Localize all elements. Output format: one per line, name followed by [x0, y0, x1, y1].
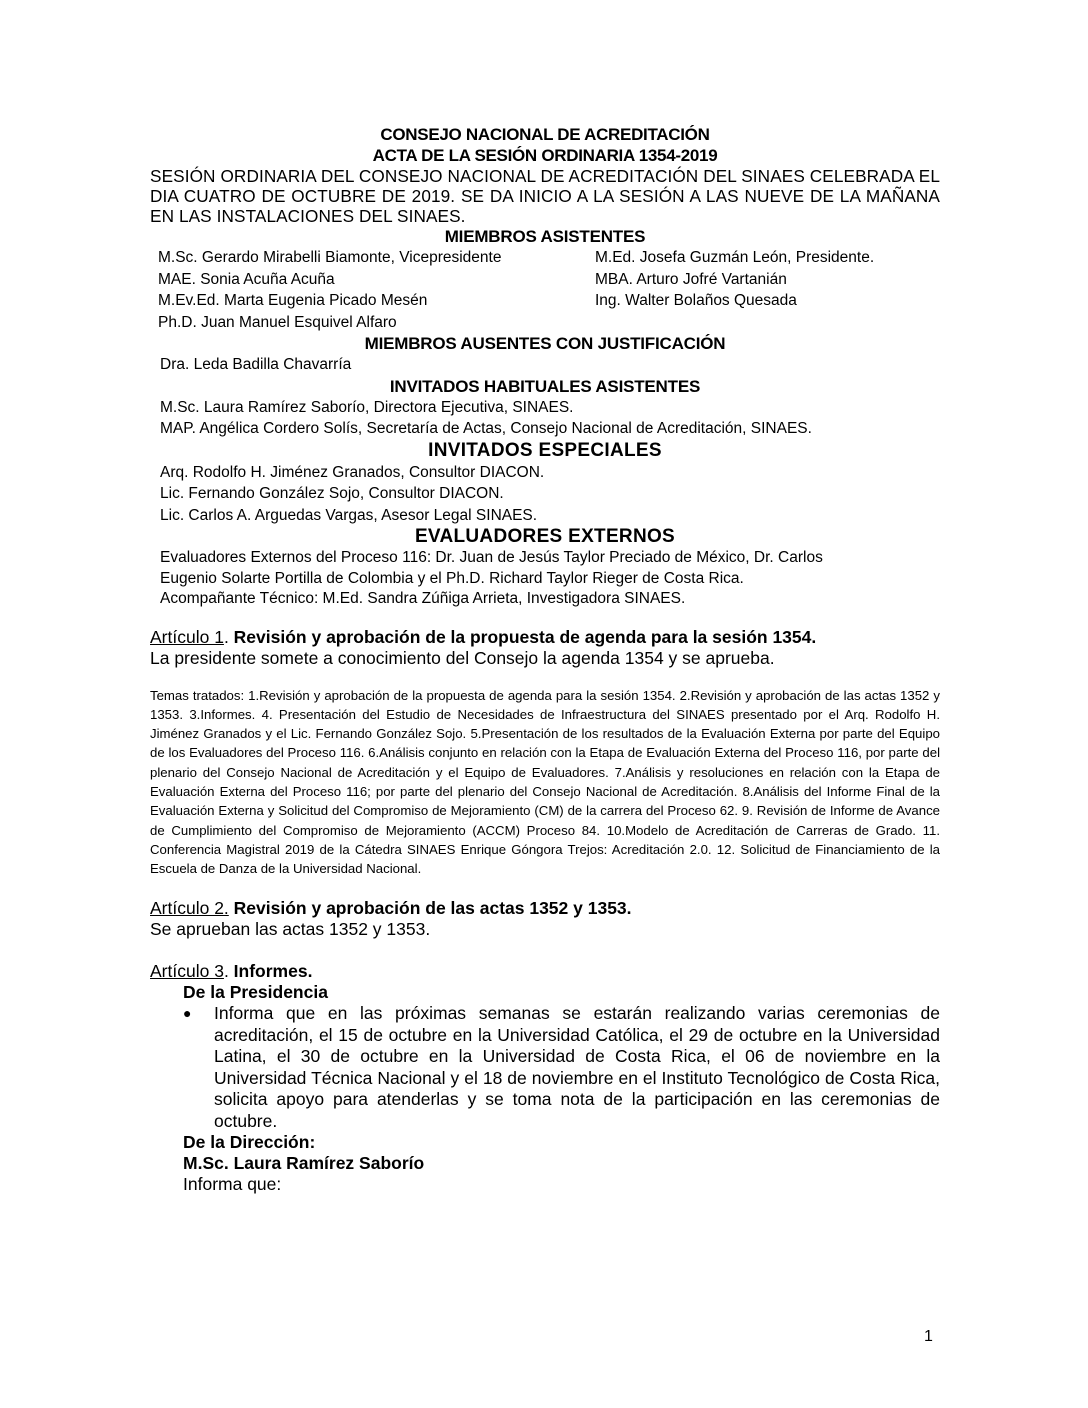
- absent-members-list: [150, 354, 940, 376]
- article-body: Se aprueban las actas 1352 y 1353.: [150, 919, 431, 940]
- article-2: [150, 898, 940, 940]
- member-name: M.Ev.Ed. Marta Eugenia Picado Mesén: [158, 292, 428, 309]
- special-guests-heading: INVITADOS ESPECIALES: [428, 439, 662, 461]
- bullet-text: Informa que en las próximas semanas se estarán realizando varias ceremonias de acreditación, el 15 de octubre en la Universidad Católica, el 29 de octubre en la Universidad Latina, el 30 de octubre en la Universidad de Costa Rica, el 06 de noviembre en la Universidad Técnica Nacional y el 18 de noviembre en el Instituto Tecnológico de Costa Rica, solicita apoyo para atenderlas y se toma nota de la participación en las ceremonias de octubre.: [214, 1003, 940, 1131]
- member-row: [158, 269, 940, 291]
- member-name: MBA. Arturo Jofré Vartanián: [595, 270, 787, 288]
- direction-section: [150, 1132, 940, 1195]
- member-name: Ing. Walter Bolaños Quesada: [595, 292, 797, 309]
- text-line: Eugenio Solarte Portilla de Colombia y el Ph.D. Richard Taylor Rieger de Costa Rica.: [160, 569, 744, 587]
- article-1: Artículo 1. Revisión y aprobación de la propuesta de agenda para la sesión 1354. La presidente somete a conocimiento del Consejo la agenda 1354 y se aprueba.: [150, 627, 940, 669]
- article-title: Revisión y aprobación de la propuesta de agenda para la sesión 1354.: [233, 626, 817, 647]
- member-row: [158, 247, 940, 269]
- article-title: Revisión y aprobación de las actas 1352 y 1353.: [233, 898, 632, 919]
- informa-text: Informa que:: [183, 1174, 282, 1195]
- bullet-icon: ●: [183, 1005, 192, 1022]
- page-number: 1: [924, 1328, 933, 1345]
- article-title: Informes.: [233, 961, 313, 982]
- list-item: Lic. Fernando González Sojo, Consultor DIACON.: [160, 485, 504, 502]
- member-name: M.Sc. Gerardo Mirabelli Biamonte, Vicepresidente: [158, 249, 502, 266]
- article-body: La presidente somete a conocimiento del Consejo la agenda 1354 y se aprueba.: [150, 647, 775, 668]
- member-row: [158, 290, 940, 312]
- agenda-topics: Temas tratados: 1.Revisión y aprobación de la propuesta de agenda para la sesión 1354. 2.Revisión y aprobación de las actas 1352 y 1353. 3.Informes. 4. Presentación del Estudio de Necesidades de Infraestructura del SINAES presentado por el Arq. Rodolfo H. Jiménez Granados y el Lic. Fernando González Sojo. 5.Presentación de los resultados de la Evaluación Externa por parte del Equipo de los Evaluadores del Proceso 116. 6.Análisis conjunto en relación con la Etapa de Evaluación Externa del Proceso 116, por parte del plenario del Consejo Nacional de Acreditación y el Equipo de Evaluadores. 7.Análisis y resoluciones en relación con la Etapa de Evaluación Externa del Proceso 116; por parte del plenario del Consejo Nacional de Acreditación. 8.Análisis del Informe Final de la Evaluación Externa y Solicitud del Compromiso de Mejoramiento (CM) de la carrera del Proceso 62. 9. Revisión de Informe de Avance de Cumplimiento del Compromiso de Mejoramiento (ACCM) Proceso 84. 10.Modelo de Acreditación de Carreras de Grado. 11. Conferencia Magistral 2019 de la Cátedra SINAES Enrique Góngora Trejos: Acreditación 2.0. 12. Solicitud de Financiamiento de la Escuela de Danza de la Universidad Nacional.: [150, 687, 940, 877]
- regular-guests-list: [150, 397, 940, 440]
- direction-subheading: De la Dirección:: [183, 1132, 316, 1153]
- member-name: Ph.D. Juan Manuel Esquivel Alfaro: [158, 313, 397, 331]
- session-intro: SESIÓN ORDINARIA DEL CONSEJO NACIONAL DE ACREDITACIÓN DEL SINAES CELEBRADA EL DIA CUATRO DE OCTUBRE DE 2019. SE DA INICIO A LA SESIÓN A LAS NUEVE DE LA MAÑANA EN LAS INSTALACIONES DEL SINAES.: [150, 166, 940, 226]
- document-page: [150, 124, 940, 1195]
- text-line: Evaluadores Externos del Proceso 116: Dr. Juan de Jesús Taylor Preciado de México, Dr. Carlos: [160, 549, 823, 566]
- external-evaluators-text: [150, 548, 940, 610]
- article-label: Artículo 2.: [150, 898, 229, 919]
- external-evaluators-heading: EVALUADORES EXTERNOS: [414, 526, 676, 547]
- attending-members-list: [150, 247, 940, 333]
- absent-members-heading: MIEMBROS AUSENTES CON JUSTIFICACIÓN: [364, 334, 726, 353]
- member-name: MAE. Sonia Acuña Acuña: [158, 270, 335, 288]
- list-item: MAP. Angélica Cordero Solís, Secretaría de Actas, Consejo Nacional de Acreditación, SINAES.: [160, 420, 812, 437]
- article-3: Artículo 3. Informes. De la Presidencia: [150, 961, 940, 1003]
- attending-members-heading: MIEMBROS ASISTENTES: [444, 227, 646, 246]
- list-item: M.Sc. Laura Ramírez Saborío, Directora Ejecutiva, SINAES.: [160, 398, 574, 416]
- member-name: M.Ed. Josefa Guzmán León, Presidente.: [595, 249, 875, 266]
- list-item: Arq. Rodolfo H. Jiménez Granados, Consultor DIACON.: [160, 463, 545, 481]
- presidency-subheading: De la Presidencia: [183, 982, 328, 1003]
- list-item: Dra. Leda Badilla Chavarría: [160, 356, 352, 373]
- session-title: ACTA DE LA SESIÓN ORDINARIA 1354-2019: [372, 146, 718, 165]
- regular-guests-heading: INVITADOS HABITUALES ASISTENTES: [389, 376, 701, 396]
- council-title: CONSEJO NACIONAL DE ACREDITACIÓN: [380, 125, 710, 144]
- list-item: Lic. Carlos A. Arguedas Vargas, Asesor Legal SINAES.: [160, 506, 538, 524]
- article-label: Artículo 1: [150, 626, 224, 647]
- bullet-item: [150, 1003, 940, 1132]
- director-name: M.Sc. Laura Ramírez Saborío: [183, 1153, 425, 1174]
- member-row: [158, 312, 940, 334]
- article-label: Artículo 3: [150, 961, 224, 982]
- special-guests-list: [150, 462, 940, 527]
- text-line: Acompañante Técnico: M.Ed. Sandra Zúñiga Arrieta, Investigadora SINAES.: [160, 590, 686, 607]
